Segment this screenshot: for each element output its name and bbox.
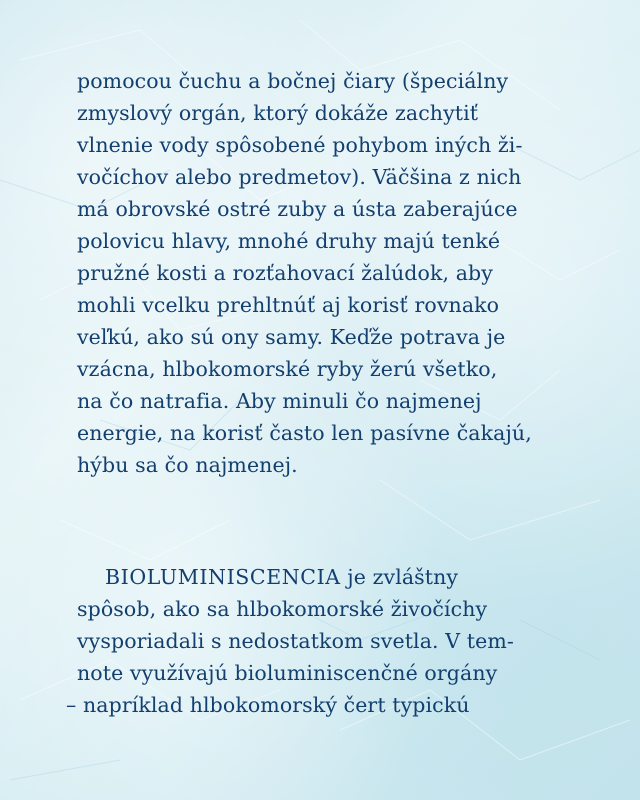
text-line: – napríklad hlbokomorský čert typickú [66,693,470,717]
text-line: polovicu hlavy, mnohé druhy majú tenké [77,229,501,253]
first-line-rest: je zvláštny [340,565,459,589]
text-line: na čo natrafia. Aby minuli čo najmenej [77,389,482,413]
text-line: vočíchov alebo predmetov). Väčšina z nich [77,165,522,189]
text-line: energie, na korisť často len pasívne čakajú, [77,421,532,445]
text-line: zmyslový orgán, ktorý dokáže zachytiť [77,101,479,125]
text-line: spôsob, ako sa hlbokomorské živočíchy [77,597,488,621]
text-line: vzácna, hlbokomorské ryby žerú všetko, [77,357,498,381]
text-line: note využívajú bioluminiscenčné orgány [77,661,498,685]
text-line: vysporiadali s nedostatkom svetla. V tem- [77,629,514,653]
paragraph-2-first-line [105,561,458,593]
text-line: hýbu sa čo najmenej. [77,453,298,477]
text-line: vlnenie vody spôsobené pohybom iných ži- [77,133,523,157]
text-line: mohli vcelku prehltnúť aj korisť rovnako [77,293,500,317]
text-line: má obrovské ostré zuby a ústa zaberajúce [77,197,518,221]
text-line: pomocou čuchu a bočnej čiary (špeciálny [77,69,509,93]
lead-term: BIOLUMINISCENCIA [105,565,341,589]
text-line: veľkú, ako sú ony samy. Keďže potrava je [77,325,506,349]
text-line: pružné kosti a rozťahovací žalúdok, aby [77,261,493,285]
